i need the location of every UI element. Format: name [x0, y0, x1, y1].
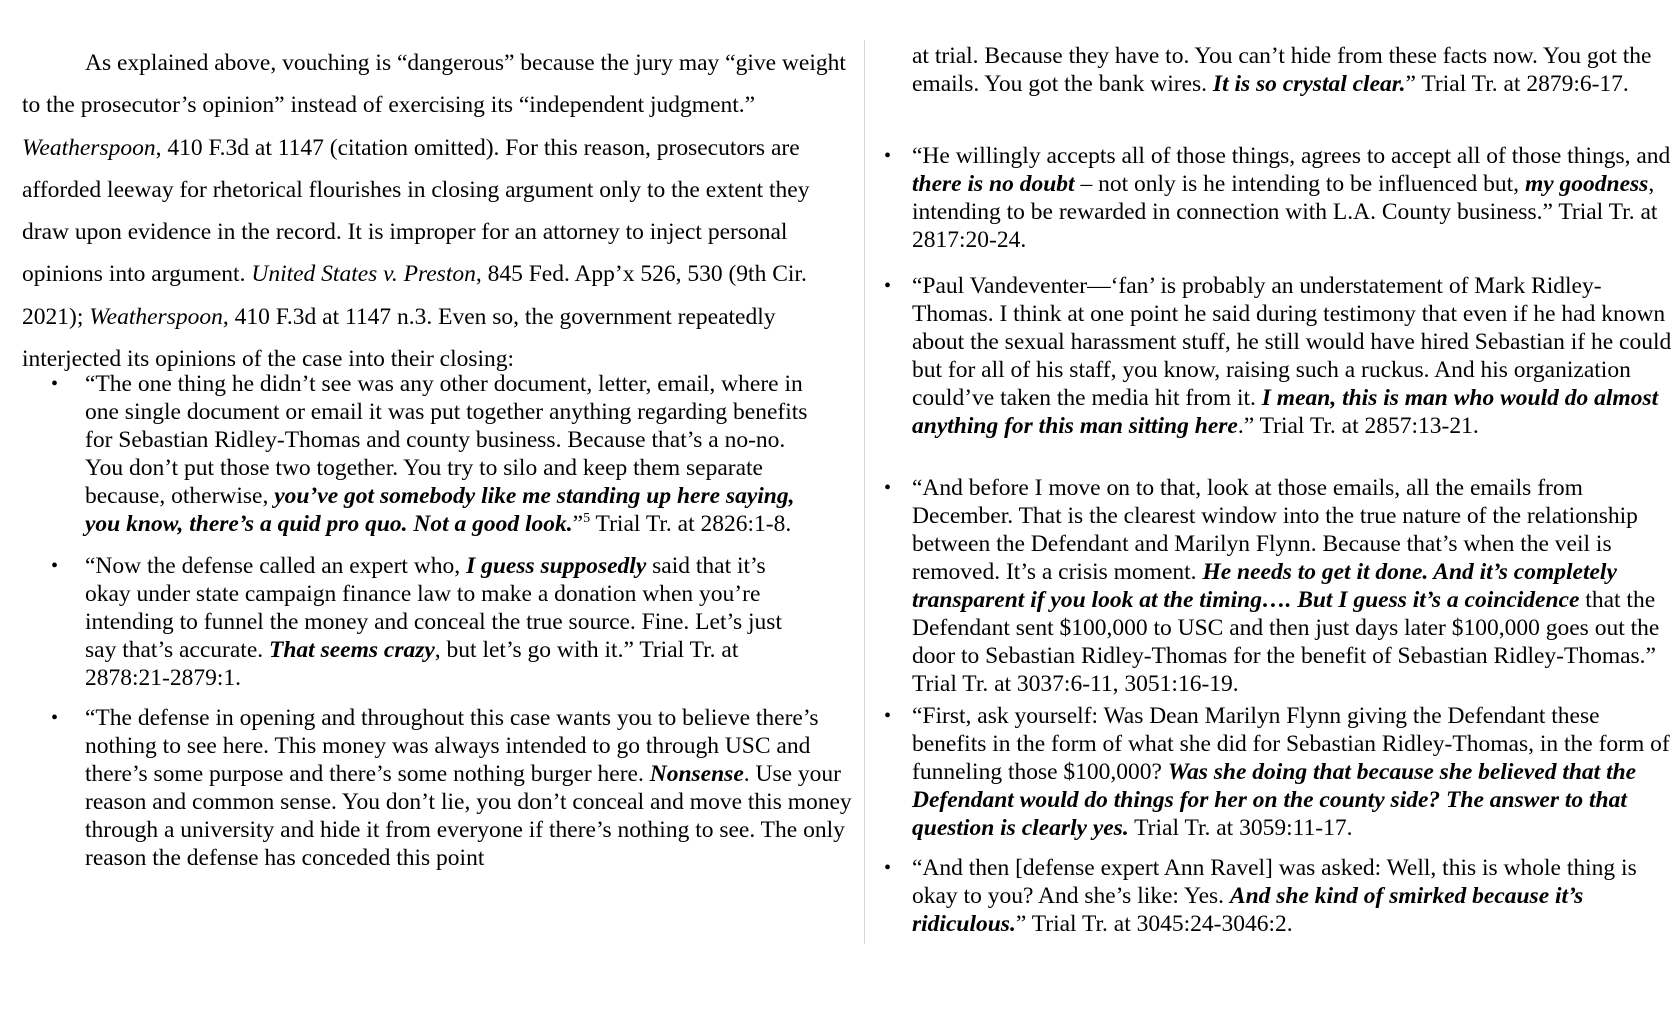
quote-item	[51, 552, 810, 692]
quote-emphasis: my goodness	[1524, 171, 1649, 197]
quote-item	[884, 142, 1672, 254]
quote-item	[884, 474, 1672, 698]
quote-citation: that the Defendant sent $100,000 to USC and then just days later $100,000 goes out the door to Sebastian Ridley-Thomas for the benefit of Sebastian Ridley-Thomas.” Trial Tr. at 3037:6-11, 3051:16-19.	[912, 587, 1660, 697]
bullet-icon: •	[884, 145, 892, 167]
intro-text-4: , 410 F.3d at 1147 n.3. Even so, the government repeatedly interjected its opinions of the case into their closing:	[22, 303, 776, 373]
intro-paragraph	[22, 42, 852, 380]
quote-citation: Trial Tr. at 2826:1-8.	[590, 511, 792, 537]
quote-emphasis: there is no doubt	[912, 171, 1075, 197]
quote-item	[884, 702, 1672, 842]
quote-emphasis: It is so crystal clear.	[1212, 71, 1406, 97]
quote-citation: , but let’s go with it.” Trial Tr. at 2878:21-2879:1.	[85, 637, 739, 691]
quote-text: – not only is he intending to be influenced but,	[1074, 171, 1525, 197]
quote-text: “And before I move on to that, look at those emails, all the emails from December. That is the clearest window into the true nature of the relationship between the Defendant and Marilyn Flynn. Because that’s when the veil is removed. It’s a crisis moment.	[912, 475, 1638, 585]
quote-citation: Trial Tr. at 3059:11-17.	[1128, 815, 1353, 841]
quote-item	[51, 704, 855, 872]
column-divider	[864, 40, 865, 944]
quote-text: “The one thing he didn’t see was any other document, letter, email, where in one single document or email it was put together anything regarding benefits for Sebastian Ridley-Thomas and county business. Because that’s a no-no. You don’t put those two together. You try to silo and keep them separate because, otherwise,	[85, 371, 808, 509]
bullet-icon: •	[51, 373, 59, 395]
quote-citation: .” Trial Tr. at 2857:13-21.	[1237, 413, 1479, 439]
bullet-icon: •	[51, 555, 59, 577]
quote-emphasis: you’ve got somebody like me standing up here saying, you know, there’s a quid pro quo. Not a good look.	[85, 483, 795, 537]
quote-emphasis: He needs to get it done. And it’s completely transparent if you look at the timing…. But I guess it’s a coincidence	[912, 559, 1617, 613]
case-citation: United States v. Preston	[251, 261, 476, 288]
quote-text: “First, ask yourself: Was Dean Marilyn Flynn giving the Defendant these benefits in the form of what she did for Sebastian Ridley-Thomas, in the form of funneling those $100,000?	[912, 703, 1670, 785]
quote-emphasis: Nonsense	[649, 761, 744, 787]
quote-text: said that it’s okay under state campaign finance law to make a donation when you’re intending to funnel the money and conceal the true source. Fine. Let’s just say that’s accurate.	[85, 553, 782, 663]
quote-text: “The defense in opening and throughout this case wants you to believe there’s nothing to see here. This money was always intended to go through USC and there’s some purpose and there’s some nothing burger here.	[85, 705, 819, 787]
case-citation: Weatherspoon	[22, 134, 156, 161]
quote-continuation	[912, 42, 1672, 98]
case-citation: Weatherspoon	[89, 303, 223, 330]
quote-emphasis: That seems crazy	[269, 637, 435, 663]
intro-text-1: As explained above, vouching is “dangerous” because the jury may “give weight to the prosecutor’s opinion” instead of exercising its “independent judgment.”	[22, 50, 846, 119]
quote-emphasis: I mean, this is man who would do almost anything for this man sitting here	[912, 385, 1659, 439]
quote-item	[51, 370, 810, 538]
quote-text: at trial. Because they have to. You can’t hide from these facts now. You got the emails. You got the bank wires.	[912, 43, 1652, 97]
bullet-icon: •	[884, 477, 892, 499]
intro-text-2: , 410 F.3d at 1147 (citation omitted). For this reason, prosecutors are afforded leeway for rhetorical flourishes in closing argument only to the extent they draw upon evidence in the record. It is improper for an attorney to inject personal opinions into argument.	[22, 134, 810, 288]
footnote-marker[interactable]: 5	[583, 511, 591, 527]
bullet-icon: •	[884, 275, 892, 297]
quote-citation: ” Trial Tr. at 3045:24-3046:2.	[1015, 911, 1293, 937]
quote-emphasis: And she kind of smirked because it’s ridiculous.	[912, 883, 1584, 937]
quote-emphasis: Was she doing that because she believed that the Defendant would do things for her on the county side? The answer to that question is clearly yes.	[912, 759, 1637, 841]
quote-text: . Use your reason and common sense. You don’t lie, you don’t conceal and move this money through a university and hide it from everyone if there’s nothing to see. The only reason the defense has conceded this point	[85, 761, 852, 871]
quote-text: “He willingly accepts all of those things, agrees to accept all of those things, and	[912, 143, 1671, 169]
quote-citation: ” Trial Tr. at 2879:6-17.	[1405, 71, 1629, 97]
quote-text: “Now the defense called an expert who,	[85, 553, 467, 579]
quote-text: “And then [defense expert Ann Ravel] was asked: Well, this is whole thing is okay to you? And she’s like: Yes.	[912, 855, 1637, 909]
intro-text-3: , 845 Fed. App’x 526, 530 (9th Cir. 2021);	[22, 261, 807, 330]
bullet-icon: •	[51, 707, 59, 729]
bullet-icon: •	[884, 857, 892, 879]
quote-item	[884, 272, 1672, 440]
quote-item	[884, 854, 1672, 938]
bullet-icon: •	[884, 705, 892, 727]
quote-emphasis: I guess supposedly	[466, 553, 647, 579]
quote-text: ”	[572, 511, 584, 537]
quote-text: “Paul Vandeventer—‘fan’ is probably an understatement of Mark Ridley-Thomas. I think at one point he said during testimony that even if he had known about the sexual harassment stuff, he still would have hired Sebastian if he could but for all of his staff, you know, raising such a ruckus. And his organization could’ve taken the media hit from it.	[912, 273, 1672, 411]
quote-citation: , intending to be rewarded in connection with L.A. County business.” Trial Tr. at 2817:20-24.	[912, 171, 1658, 253]
